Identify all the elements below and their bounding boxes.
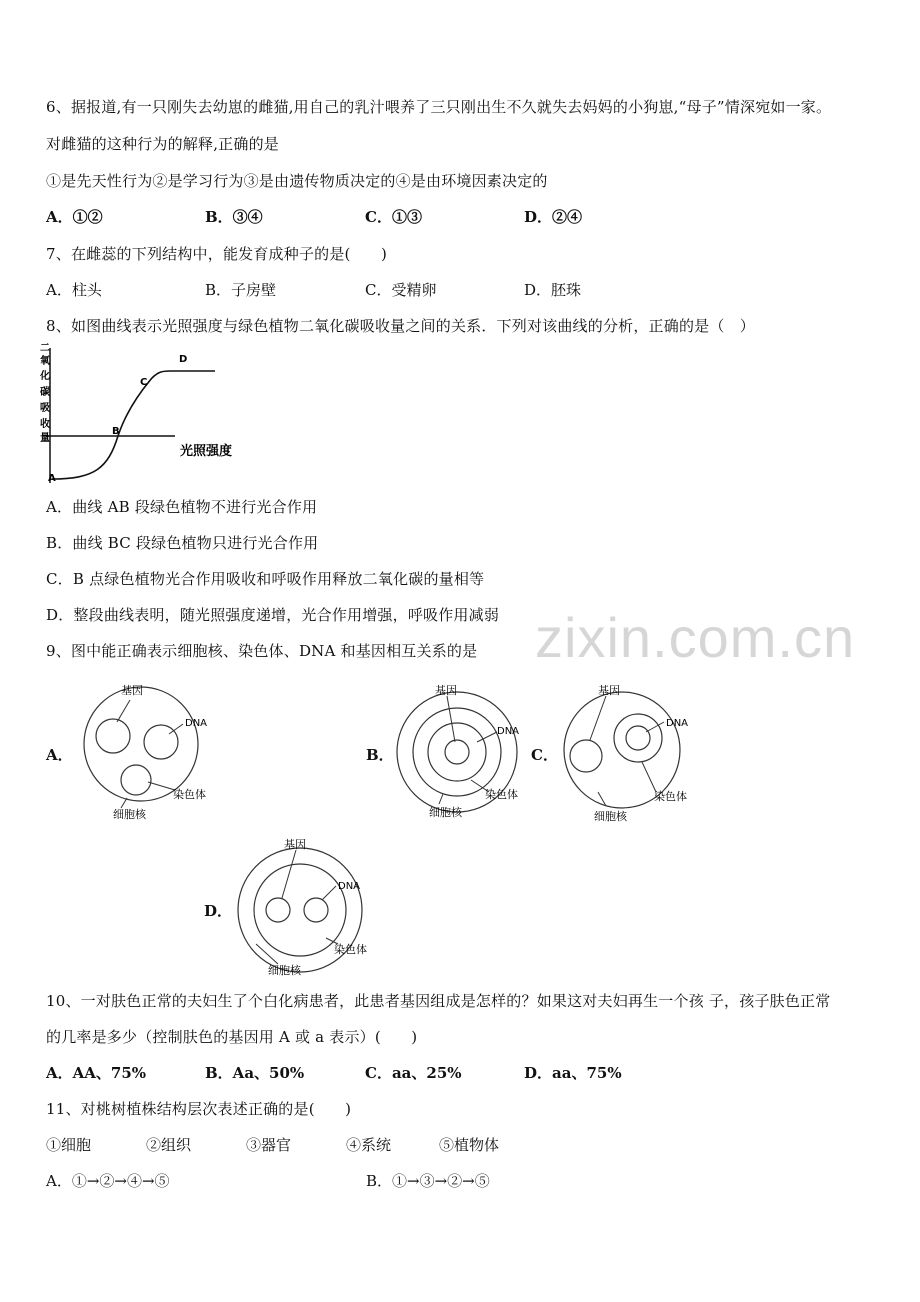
q10-stem-line1: 10、一对肤色正常的夫妇生了个白化病患者，此患者基因组成是怎样的？如果这对夫妇再生一个孩 子，孩子肤色正常 [46, 992, 831, 1010]
q10-option-a[interactable]: A．AA、75% [46, 1064, 147, 1082]
q8-point-a: A [48, 473, 56, 484]
q6-option-c[interactable]: C．①③ [365, 208, 422, 226]
q8-curve [52, 371, 215, 479]
q9a-label-nucleus: 细胞核 [113, 808, 146, 821]
q8-point-c: C [140, 377, 148, 388]
q9c-label-nucleus: 细胞核 [594, 810, 627, 823]
q9-diagram-a [75, 678, 235, 828]
q11-item-1: ①细胞 [46, 1136, 92, 1154]
q8-xlabel: 光照强度 [180, 444, 233, 459]
q11-item-5: ⑤植物体 [439, 1136, 500, 1154]
q7-option-b[interactable]: B．子房壁 [205, 281, 277, 299]
q8-ylabel-5: 收 [40, 419, 50, 430]
q7-option-d[interactable]: D．胚珠 [524, 281, 582, 299]
q9d-label-dna: DNA [338, 881, 361, 892]
q9d-label-chromosome: 染色体 [334, 943, 367, 956]
q8-option-c[interactable]: C．B 点绿色植物光合作用吸收和呼吸作用释放二氧化碳的量相等 [46, 570, 485, 588]
q9a-label-dna: DNA [185, 718, 208, 729]
q7-stem: 7、在雌蕊的下列结构中，能发育成种子的是( ) [46, 245, 388, 263]
q9b-label-chromosome: 染色体 [485, 788, 518, 801]
q8-ylabel-6: 量 [40, 433, 50, 444]
q8-ylabel-2: 化 [40, 371, 50, 382]
q11-item-3: ③器官 [246, 1136, 292, 1154]
q9-diagram-c [556, 678, 716, 828]
q11-option-b[interactable]: B．①→③→②→⑤ [366, 1172, 490, 1190]
q7-option-a[interactable]: A．柱头 [46, 281, 102, 299]
q9-diagram-d [230, 834, 390, 984]
q9b-label-gene: 基因 [435, 684, 457, 697]
q8-ylabel-1: 氧 [40, 356, 50, 367]
q9d-label-nucleus: 细胞核 [268, 964, 301, 977]
q9a-label-chromosome: 染色体 [173, 788, 206, 801]
q9d-label-gene: 基因 [284, 838, 306, 851]
q9-option-c[interactable]: C． [531, 746, 558, 764]
q9-stem: 9、图中能正确表示细胞核、染色体、DNA 和基因相互关系的是 [46, 642, 478, 660]
q9c-label-dna: DNA [666, 718, 689, 729]
q6-stem-line1: 6、据报道,有一只刚失去幼崽的雌猫,用自己的乳汁喂养了三只刚出生不久就失去妈妈的小狗崽,“母子”情深宛如一家。 [46, 98, 832, 116]
q8-option-b[interactable]: B．曲线 BC 段绿色植物只进行光合作用 [46, 534, 319, 552]
q9-option-d[interactable]: D． [204, 902, 233, 920]
q6-option-d[interactable]: D．②④ [524, 208, 583, 226]
q8-ylabel-0: 二 [40, 343, 50, 354]
q6-stem-line2: 对雌猫的这种行为的解释,正确的是 [46, 135, 279, 153]
q10-option-c[interactable]: C．aa、25% [365, 1064, 462, 1082]
q9-option-a[interactable]: A． [46, 746, 73, 764]
watermark: zixin.com.cn [535, 606, 856, 669]
q11-option-a[interactable]: A．①→②→④→⑤ [46, 1172, 170, 1190]
q9-diagram-b [385, 678, 545, 828]
q9c-label-chromosome: 染色体 [654, 790, 687, 803]
q8-point-b: B [112, 426, 120, 437]
q8-point-d: D [179, 354, 188, 365]
q8-ylabel-3: 碳 [40, 387, 50, 398]
q9b-label-dna: DNA [497, 726, 520, 737]
q10-option-d[interactable]: D．aa、75% [524, 1064, 622, 1082]
q9-option-b[interactable]: B． [366, 746, 394, 764]
q9b-label-nucleus: 细胞核 [429, 806, 462, 819]
q10-option-b[interactable]: B．Aa、50% [205, 1064, 305, 1082]
q8-ylabel-4: 吸 [40, 403, 50, 414]
q6-option-b[interactable]: B．③④ [205, 208, 263, 226]
q8-option-d[interactable]: D．整段曲线表明，随光照强度递增，光合作用增强，呼吸作用减弱 [46, 606, 500, 624]
q11-stem: 11、对桃树植株结构层次表述正确的是( ) [46, 1100, 352, 1118]
q7-option-c[interactable]: C．受精卵 [365, 281, 437, 299]
q6-stem-line3: ①是先天性行为②是学习行为③是由遗传物质决定的④是由环境因素决定的 [46, 172, 548, 190]
q9a-label-gene: 基因 [121, 684, 143, 697]
q11-item-4: ④系统 [346, 1136, 392, 1154]
q8-stem: 8、如图曲线表示光照强度与绿色植物二氧化碳吸收量之间的关系．下列对该曲线的分析，正确的是（ ） [46, 317, 755, 335]
q9c-label-gene: 基因 [598, 684, 620, 697]
q10-stem-line2: 的几率是多少（控制肤色的基因用 A 或 a 表示）( ) [46, 1028, 418, 1046]
q6-option-a[interactable]: A．①② [46, 208, 103, 226]
q8-option-a[interactable]: A．曲线 AB 段绿色植物不进行光合作用 [46, 498, 318, 516]
q11-item-2: ②组织 [146, 1136, 192, 1154]
q8-graph [40, 338, 250, 488]
